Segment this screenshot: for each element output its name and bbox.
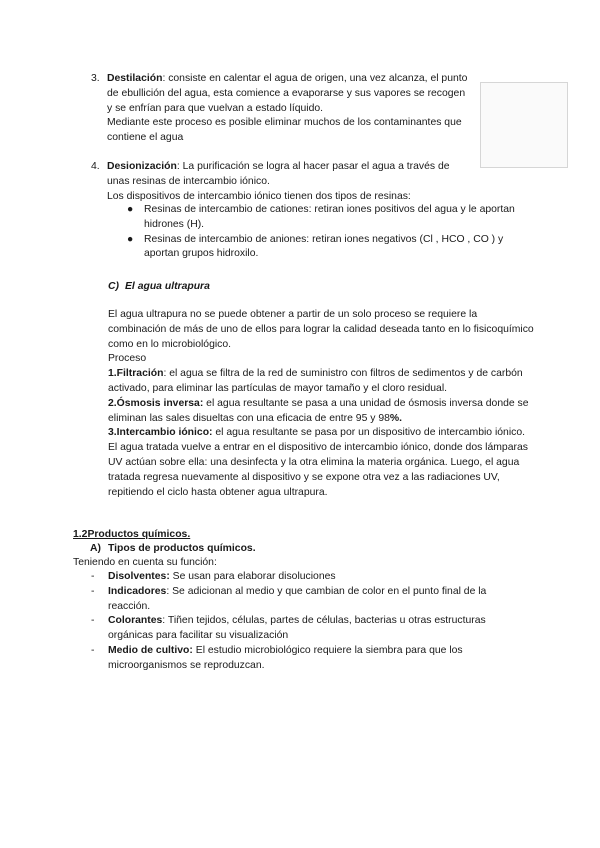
producto-item [91,570,531,585]
section-title: Tipos de productos químicos. [108,543,256,554]
producto-item [91,614,531,644]
list-item-desionizacion [91,160,471,204]
item-term: Destilación [107,73,163,84]
step-text: el agua resultante se pasa por un dispositivo de intercambio iónico. [212,427,525,439]
producto-term: Medio de cultivo: [108,644,193,656]
producto-item [91,644,531,674]
list-item-destilacion [91,72,471,146]
step-term: 2.Ósmosis inversa: [108,397,204,409]
step-text: el agua resultante se pasa a una unidad de ósmosis inversa donde se eliminan las sales disueltas con una eficacia de entre 95 y 98 [108,397,529,424]
section-letter: A) [90,543,101,554]
item-number: 3. [91,73,100,84]
subsection-heading-a [90,542,256,557]
producto-text: : Se adicionan al medio y que cambian de color en el punto final de la reacción. [108,585,487,612]
process-step [108,397,538,427]
producto-text: : Tiñen tejidos, células, partes de células, bacterias u otras estructuras orgánicas para facilitar su visualización [108,615,486,642]
item-text [107,160,471,190]
producto-term: Indicadores [108,585,167,597]
step-term: 1.Filtración [108,368,164,380]
dash-icon: - [91,585,95,597]
producto-item [91,585,531,615]
producto-text: El estudio microbiológico requiere la siembra para que los microorganismos se reproduzcan. [108,644,463,671]
productos-list [91,570,531,674]
resin-list [127,203,527,262]
ultrapura-closing: El agua tratada vuelve a entrar en el dispositivo de intercambio iónico, donde dos lámparas UV actúan sobre ella: una desinfecta y la otra elimina la materia orgánica. Luego, el agua tratada regresa nuevamente al dispositivo y se expone otra vez a las radiaciones UV, repitiendo el ciclo hasta obtener agua ultrapura. [108,442,528,498]
resin-text: Resinas de intercambio de aniones: retiran iones negativos (Cl , HCO , CO ) y aportan grupos hidroxilo. [144,233,504,260]
section-title: El agua ultrapura [125,281,210,292]
item-description: : La purificación se logra al hacer pasar el agua a través de unas resinas de intercambio iónico. [107,161,450,187]
resin-item [127,233,527,263]
resin-item [127,203,527,233]
ultrapura-intro: El agua ultrapura no se puede obtener a partir de un solo proceso se requiere la combinación de más de uno de ellos para lograr la calidad deseada tanto en lo fisicoquímico como en lo microbiológico. [108,309,534,350]
item-text [107,72,471,116]
item-extra: Los dispositivos de intercambio iónico tienen dos tipos de resinas: [107,190,411,202]
dash-icon: - [91,644,95,656]
producto-term: Disolventes: [108,571,170,582]
image-placeholder [480,82,568,168]
dash-icon: - [91,615,95,627]
step-tail: %. [389,412,403,424]
bullet-icon: ● [127,204,134,215]
section-heading-c [108,280,210,295]
resin-text: Resinas de intercambio de cationes: retiran iones positivos del agua y le aportan hidrones (H). [144,204,515,230]
intro-funcion: Teniendo en cuenta su función: [73,557,217,568]
ultrapura-paragraph [108,308,538,500]
step-term: 3.Intercambio iónico: [108,427,213,439]
section-letter: C) [108,281,119,292]
dash-icon: - [91,571,95,582]
process-step [108,426,538,441]
item-term: Desionización [107,161,177,172]
producto-text: Se usan para elaborar disoluciones [169,571,336,582]
bullet-icon: ● [127,233,134,245]
item-number: 4. [91,161,100,172]
section-heading-1-2: 1.2Productos químicos. [73,529,191,540]
step-text: : el agua se filtra de la red de suministro con filtros de sedimentos y de carbón activado, para eliminar las partículas de mayor tamaño y el cloro residual. [108,368,523,394]
proceso-label: Proceso [108,353,147,365]
process-step [108,367,538,397]
item-extra: Mediante este proceso es posible eliminar muchos de los contaminantes que contiene el agua [107,117,462,144]
item-description: : consiste en calentar el agua de origen, una vez alcanza, el punto de ebullición del agua, esta comience a evaporarse y sus vapores se recogen y se enfrían para que vuelvan a estado líquido. [107,73,468,114]
producto-term: Colorantes [108,615,163,627]
